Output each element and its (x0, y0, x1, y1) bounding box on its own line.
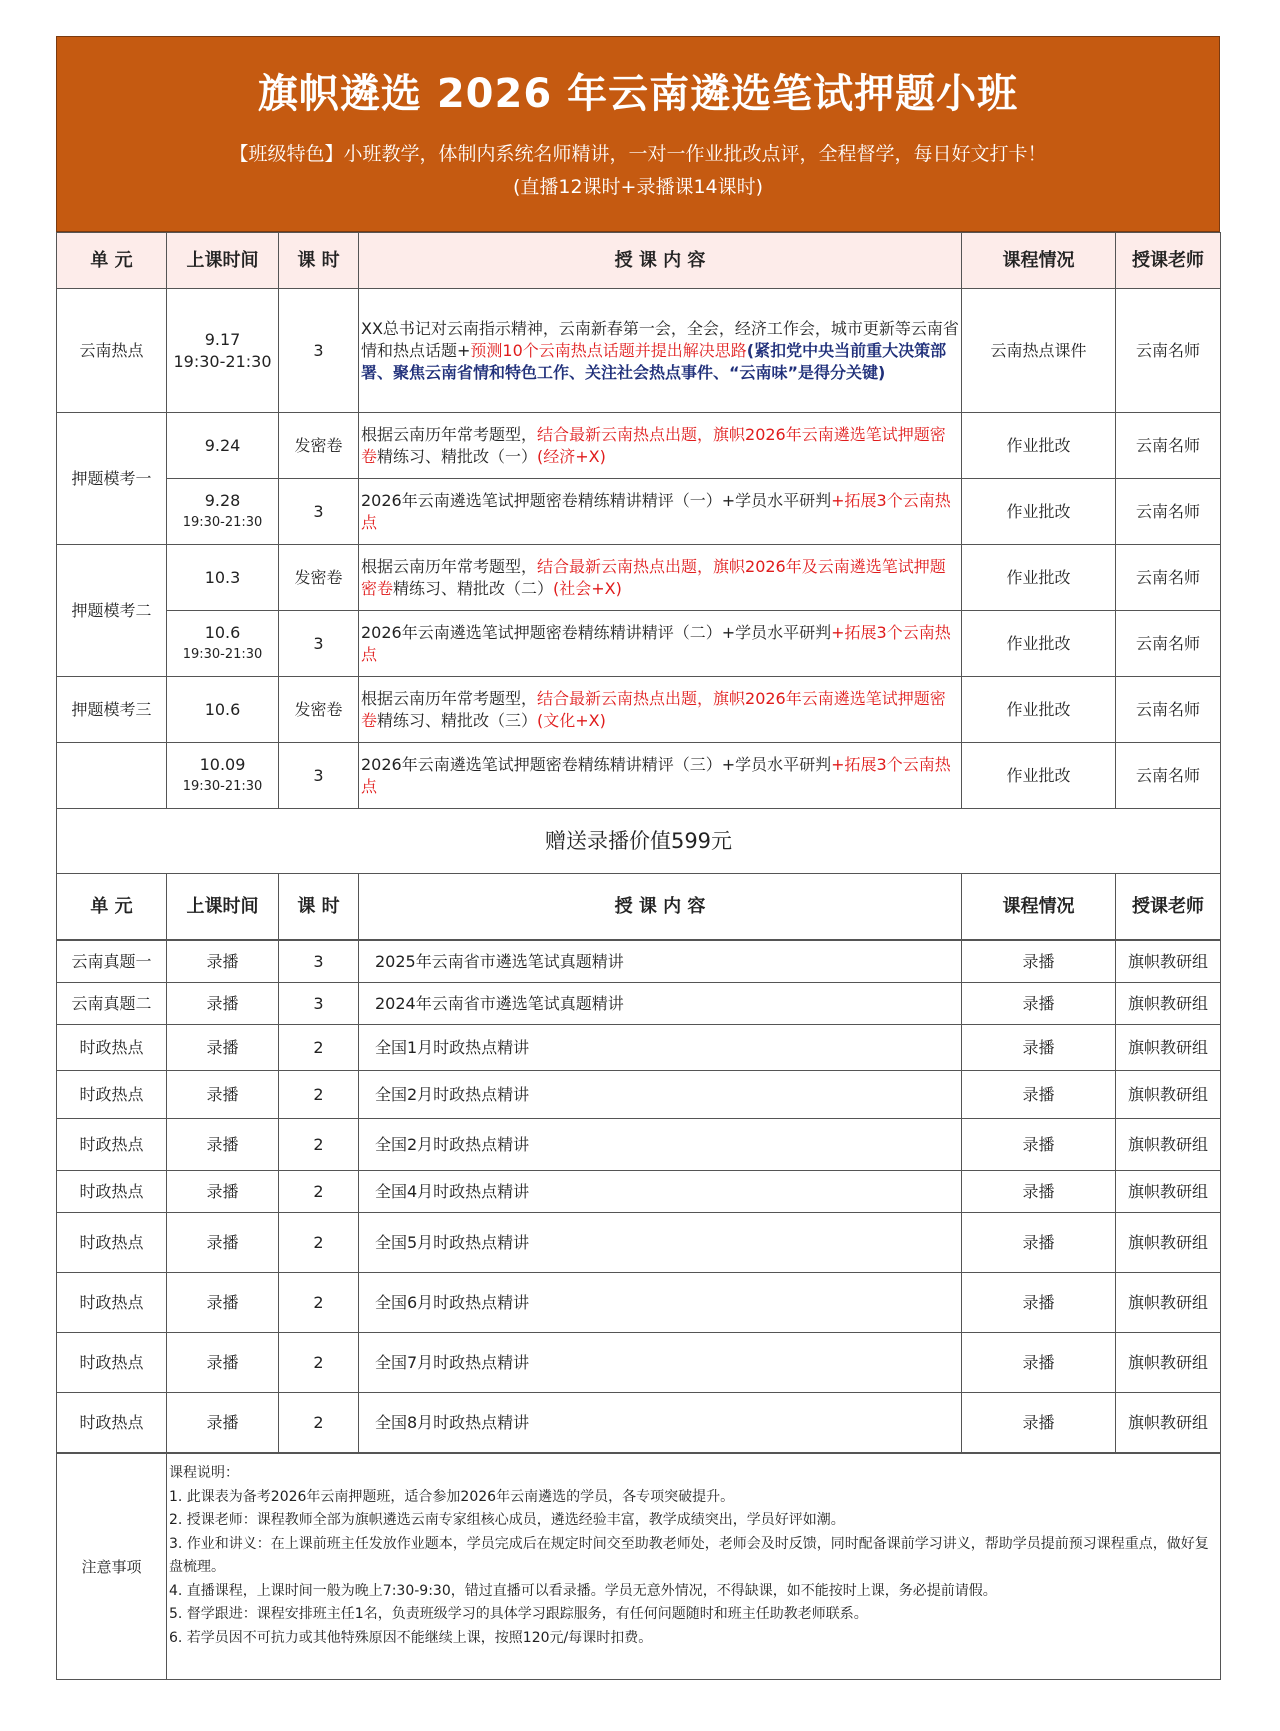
content-emphasis: (紧扣党中央当前重大决策部署、聚焦云南省情和特色工作、关注社会热点事件、“云南味”是得分关键) (361, 340, 947, 382)
status-cell: 录播 (962, 1213, 1116, 1273)
table-row (57, 743, 1221, 809)
status-cell: 录播 (962, 1071, 1116, 1119)
note-item: 1. 此课表为备考2026年云南押题班，适合参加2026年云南遴选的学员，各专项突破提升。 (169, 1488, 735, 1505)
content-highlight: 结合最新云南热点出题，旗帜2026年及云南遴选笔试押题密卷 (361, 556, 946, 598)
hours-cell: 发密卷 (279, 677, 359, 743)
teacher-cell: 旗帜教研组 (1116, 1025, 1221, 1071)
unit-cell: 时政热点 (57, 1333, 167, 1393)
hours-cell: 发密卷 (279, 545, 359, 611)
time-text: 19:30-21:30 (182, 646, 263, 662)
unit-cell: 云南热点 (57, 289, 167, 413)
table-row (57, 941, 1221, 983)
gift-row (57, 809, 1221, 874)
time-cell: 10.3 (167, 545, 279, 611)
date-text: 9.17 (204, 329, 241, 349)
time-cell: 10.6 (167, 677, 279, 743)
status-cell: 录播 (962, 1171, 1116, 1213)
unit-cell: 押题模考二 (57, 545, 167, 677)
time-cell: 录播 (167, 1393, 279, 1453)
table-row (57, 1333, 1221, 1393)
live-schedule-table (56, 232, 1221, 940)
status-cell: 录播 (962, 1273, 1116, 1333)
time-cell: 9.24 (167, 413, 279, 479)
notes-label: 注意事项 (57, 1454, 167, 1680)
teacher-cell: 旗帜教研组 (1116, 1171, 1221, 1213)
table-row (57, 611, 1221, 677)
header-status: 课程情况 (962, 874, 1116, 940)
unit-cell: 云南真题一 (57, 941, 167, 983)
content-cell: 全国2月时政热点精讲 (359, 1071, 962, 1119)
header-teacher: 授课老师 (1116, 874, 1221, 940)
content-cell (359, 677, 962, 743)
recorded-schedule-table (56, 940, 1221, 1453)
time-text: 19:30-21:30 (173, 351, 272, 371)
table-row (57, 289, 1221, 413)
table-row (57, 1171, 1221, 1213)
status-cell: 作业批改 (962, 611, 1116, 677)
unit-cell: 时政热点 (57, 1171, 167, 1213)
hours-cell: 发密卷 (279, 413, 359, 479)
hours-cell: 2 (279, 1171, 359, 1213)
gift-banner: 赠送录播价值599元 (57, 809, 1221, 874)
note-item: 4. 直播课程，上课时间一般为晚上7:30-9:30，错过直播可以看录播。学员无意外情况，不得缺课，如不能按时上课，务必提前请假。 (169, 1582, 997, 1599)
content-text: 根据云南历年常考题型， (361, 424, 538, 444)
content-cell: 全国6月时政热点精讲 (359, 1273, 962, 1333)
status-cell: 作业批改 (962, 545, 1116, 611)
course-hours: (直播12课时+录播课14课时) (512, 176, 764, 198)
schedule-sheet (56, 36, 1220, 1680)
notes-row (57, 1454, 1221, 1680)
teacher-cell: 旗帜教研组 (1116, 1071, 1221, 1119)
content-cell: 2025年云南省市遴选笔试真题精讲 (359, 941, 962, 983)
unit-cell: 时政热点 (57, 1025, 167, 1071)
hours-cell: 2 (279, 1025, 359, 1071)
unit-cell: 时政热点 (57, 1119, 167, 1171)
content-text: 2026年云南遴选笔试押题密卷精练精讲精评（二）+学员水平研判 (361, 622, 832, 642)
unit-cell: 押题模考一 (57, 413, 167, 545)
table-header-row (57, 874, 1221, 940)
teacher-cell: 旗帜教研组 (1116, 1273, 1221, 1333)
header-unit: 单 元 (57, 874, 167, 940)
class-features: 【班级特色】小班教学，体制内系统名师精讲，一对一作业批改点评，全程督学，每日好文打卡！ (229, 143, 1047, 165)
teacher-cell: 云南名师 (1116, 677, 1221, 743)
teacher-cell: 云南名师 (1116, 413, 1221, 479)
content-highlight: +拓展3个云南热点 (361, 490, 951, 532)
note-item: 5. 督学跟进：课程安排班主任1名，负责班级学习的具体学习跟踪服务，有任何问题随时和班主任助教老师联系。 (169, 1606, 868, 1622)
date-text: 10.6 (204, 622, 241, 642)
content-highlight: 预测10个云南热点话题并提出解决思路 (470, 340, 747, 360)
header-time: 上课时间 (167, 233, 279, 289)
content-cell: 全国2月时政热点精讲 (359, 1119, 962, 1171)
hours-cell: 3 (279, 983, 359, 1025)
note-item: 6. 若学员因不可抗力或其他特殊原因不能继续上课，按照120元/每课时扣费。 (169, 1629, 653, 1646)
content-cell (359, 545, 962, 611)
content-highlight: 结合最新云南热点出题，旗帜2026年云南遴选笔试押题密卷 (361, 688, 946, 730)
unit-cell: 时政热点 (57, 1213, 167, 1273)
status-cell: 云南热点课件 (962, 289, 1116, 413)
table-row (57, 1071, 1221, 1119)
unit-cell: 云南真题二 (57, 983, 167, 1025)
content-topic: (文化+X) (537, 710, 606, 730)
content-cell: 全国5月时政热点精讲 (359, 1213, 962, 1273)
time-text: 19:30-21:30 (182, 514, 263, 530)
status-cell: 录播 (962, 1119, 1116, 1171)
status-cell: 作业批改 (962, 479, 1116, 545)
table-row (57, 983, 1221, 1025)
hours-cell: 3 (279, 743, 359, 809)
hours-cell: 3 (279, 479, 359, 545)
content-text: 2026年云南遴选笔试押题密卷精练精讲精评（三）+学员水平研判 (361, 754, 832, 774)
hours-cell: 3 (279, 941, 359, 983)
status-cell: 录播 (962, 983, 1116, 1025)
content-topic: (社会+X) (553, 578, 622, 598)
content-text: 精练习、精批改（二） (393, 578, 554, 598)
unit-cell: 押题模考三 (57, 677, 167, 743)
content-highlight: +拓展3个云南热点 (361, 754, 951, 796)
content-cell (359, 289, 962, 413)
header-content: 授 课 内 容 (359, 233, 962, 289)
hours-cell: 2 (279, 1213, 359, 1273)
time-cell: 录播 (167, 941, 279, 983)
header-hours: 课 时 (279, 874, 359, 940)
content-text: 2026年云南遴选笔试押题密卷精练精讲精评（一）+学员水平研判 (361, 490, 832, 510)
unit-cell: 时政热点 (57, 1393, 167, 1453)
time-cell: 录播 (167, 1119, 279, 1171)
unit-cell-empty (57, 743, 167, 809)
hours-cell: 2 (279, 1393, 359, 1453)
content-cell: 全国1月时政热点精讲 (359, 1025, 962, 1071)
table-row (57, 479, 1221, 545)
teacher-cell: 旗帜教研组 (1116, 941, 1221, 983)
hours-cell: 2 (279, 1119, 359, 1171)
time-cell (167, 743, 279, 809)
header-content: 授 课 内 容 (359, 874, 962, 940)
status-cell: 作业批改 (962, 413, 1116, 479)
time-cell: 录播 (167, 1273, 279, 1333)
content-cell: 2024年云南省市遴选笔试真题精讲 (359, 983, 962, 1025)
content-cell (359, 611, 962, 677)
content-text: 精练习、精批改（一） (377, 446, 538, 466)
note-item: 3. 作业和讲义：在上课前班主任发放作业题本，学员完成后在规定时间交至助教老师处，老师会及时反馈，同时配备课前学习讲义，帮助学员提前预习课程重点，做好复盘梳理。 (169, 1535, 1209, 1575)
hours-cell: 2 (279, 1273, 359, 1333)
teacher-cell: 旗帜教研组 (1116, 1213, 1221, 1273)
notes-heading: 课程说明： (169, 1465, 239, 1481)
time-text: 19:30-21:30 (182, 778, 263, 794)
date-text: 10.09 (199, 754, 246, 774)
table-row (57, 1025, 1221, 1071)
content-highlight: +拓展3个云南热点 (361, 622, 951, 664)
time-cell: 录播 (167, 1171, 279, 1213)
content-cell (359, 479, 962, 545)
content-text: XX总书记对云南指示精神，云南新春第一会，全会，经济工作会，城市更新等云南省情和热点话题+ (361, 318, 959, 360)
table-row (57, 677, 1221, 743)
hours-cell: 2 (279, 1071, 359, 1119)
notes-text (167, 1454, 1221, 1680)
page-title: 旗帜遴选 2026 年云南遴选笔试押题小班 (257, 71, 1019, 117)
teacher-cell: 旗帜教研组 (1116, 1333, 1221, 1393)
time-cell (167, 289, 279, 413)
unit-cell: 时政热点 (57, 1071, 167, 1119)
hours-cell: 2 (279, 1333, 359, 1393)
content-cell: 全国7月时政热点精讲 (359, 1333, 962, 1393)
content-cell: 全国4月时政热点精讲 (359, 1171, 962, 1213)
status-cell: 作业批改 (962, 677, 1116, 743)
note-item: 2. 授课老师：课程教师全部为旗帜遴选云南专家组核心成员，遴选经验丰富，教学成绩突出，学员好评如潮。 (169, 1512, 845, 1528)
content-cell (359, 743, 962, 809)
time-cell (167, 479, 279, 545)
notes-table (56, 1453, 1221, 1680)
teacher-cell: 旗帜教研组 (1116, 1393, 1221, 1453)
title-banner (56, 36, 1220, 232)
table-header-row (57, 233, 1221, 289)
time-cell: 录播 (167, 1071, 279, 1119)
unit-cell: 时政热点 (57, 1273, 167, 1333)
table-row (57, 545, 1221, 611)
table-row (57, 1119, 1221, 1171)
table-row (57, 1393, 1221, 1453)
content-topic: (经济+X) (537, 446, 606, 466)
status-cell: 录播 (962, 941, 1116, 983)
time-cell: 录播 (167, 1213, 279, 1273)
content-cell: 全国8月时政热点精讲 (359, 1393, 962, 1453)
header-unit: 单 元 (57, 233, 167, 289)
status-cell: 录播 (962, 1025, 1116, 1071)
content-text: 根据云南历年常考题型， (361, 688, 538, 708)
teacher-cell: 旗帜教研组 (1116, 983, 1221, 1025)
hours-cell: 3 (279, 611, 359, 677)
teacher-cell: 云南名师 (1116, 611, 1221, 677)
header-hours: 课 时 (279, 233, 359, 289)
content-cell (359, 413, 962, 479)
time-cell (167, 611, 279, 677)
teacher-cell: 旗帜教研组 (1116, 1119, 1221, 1171)
status-cell: 录播 (962, 1393, 1116, 1453)
teacher-cell: 云南名师 (1116, 479, 1221, 545)
header-teacher: 授课老师 (1116, 233, 1221, 289)
time-cell: 录播 (167, 1025, 279, 1071)
header-status: 课程情况 (962, 233, 1116, 289)
time-cell: 录播 (167, 983, 279, 1025)
teacher-cell: 云南名师 (1116, 545, 1221, 611)
content-text: 精练习、精批改（三） (377, 710, 538, 730)
hours-cell: 3 (279, 289, 359, 413)
content-text: 根据云南历年常考题型， (361, 556, 538, 576)
table-row (57, 1273, 1221, 1333)
date-text: 9.28 (204, 490, 241, 510)
content-highlight: 结合最新云南热点出题，旗帜2026年云南遴选笔试押题密卷 (361, 424, 946, 466)
header-time: 上课时间 (167, 874, 279, 940)
status-cell: 录播 (962, 1333, 1116, 1393)
teacher-cell: 云南名师 (1116, 289, 1221, 413)
table-row (57, 1213, 1221, 1273)
table-row (57, 413, 1221, 479)
time-cell: 录播 (167, 1333, 279, 1393)
teacher-cell: 云南名师 (1116, 743, 1221, 809)
status-cell: 作业批改 (962, 743, 1116, 809)
